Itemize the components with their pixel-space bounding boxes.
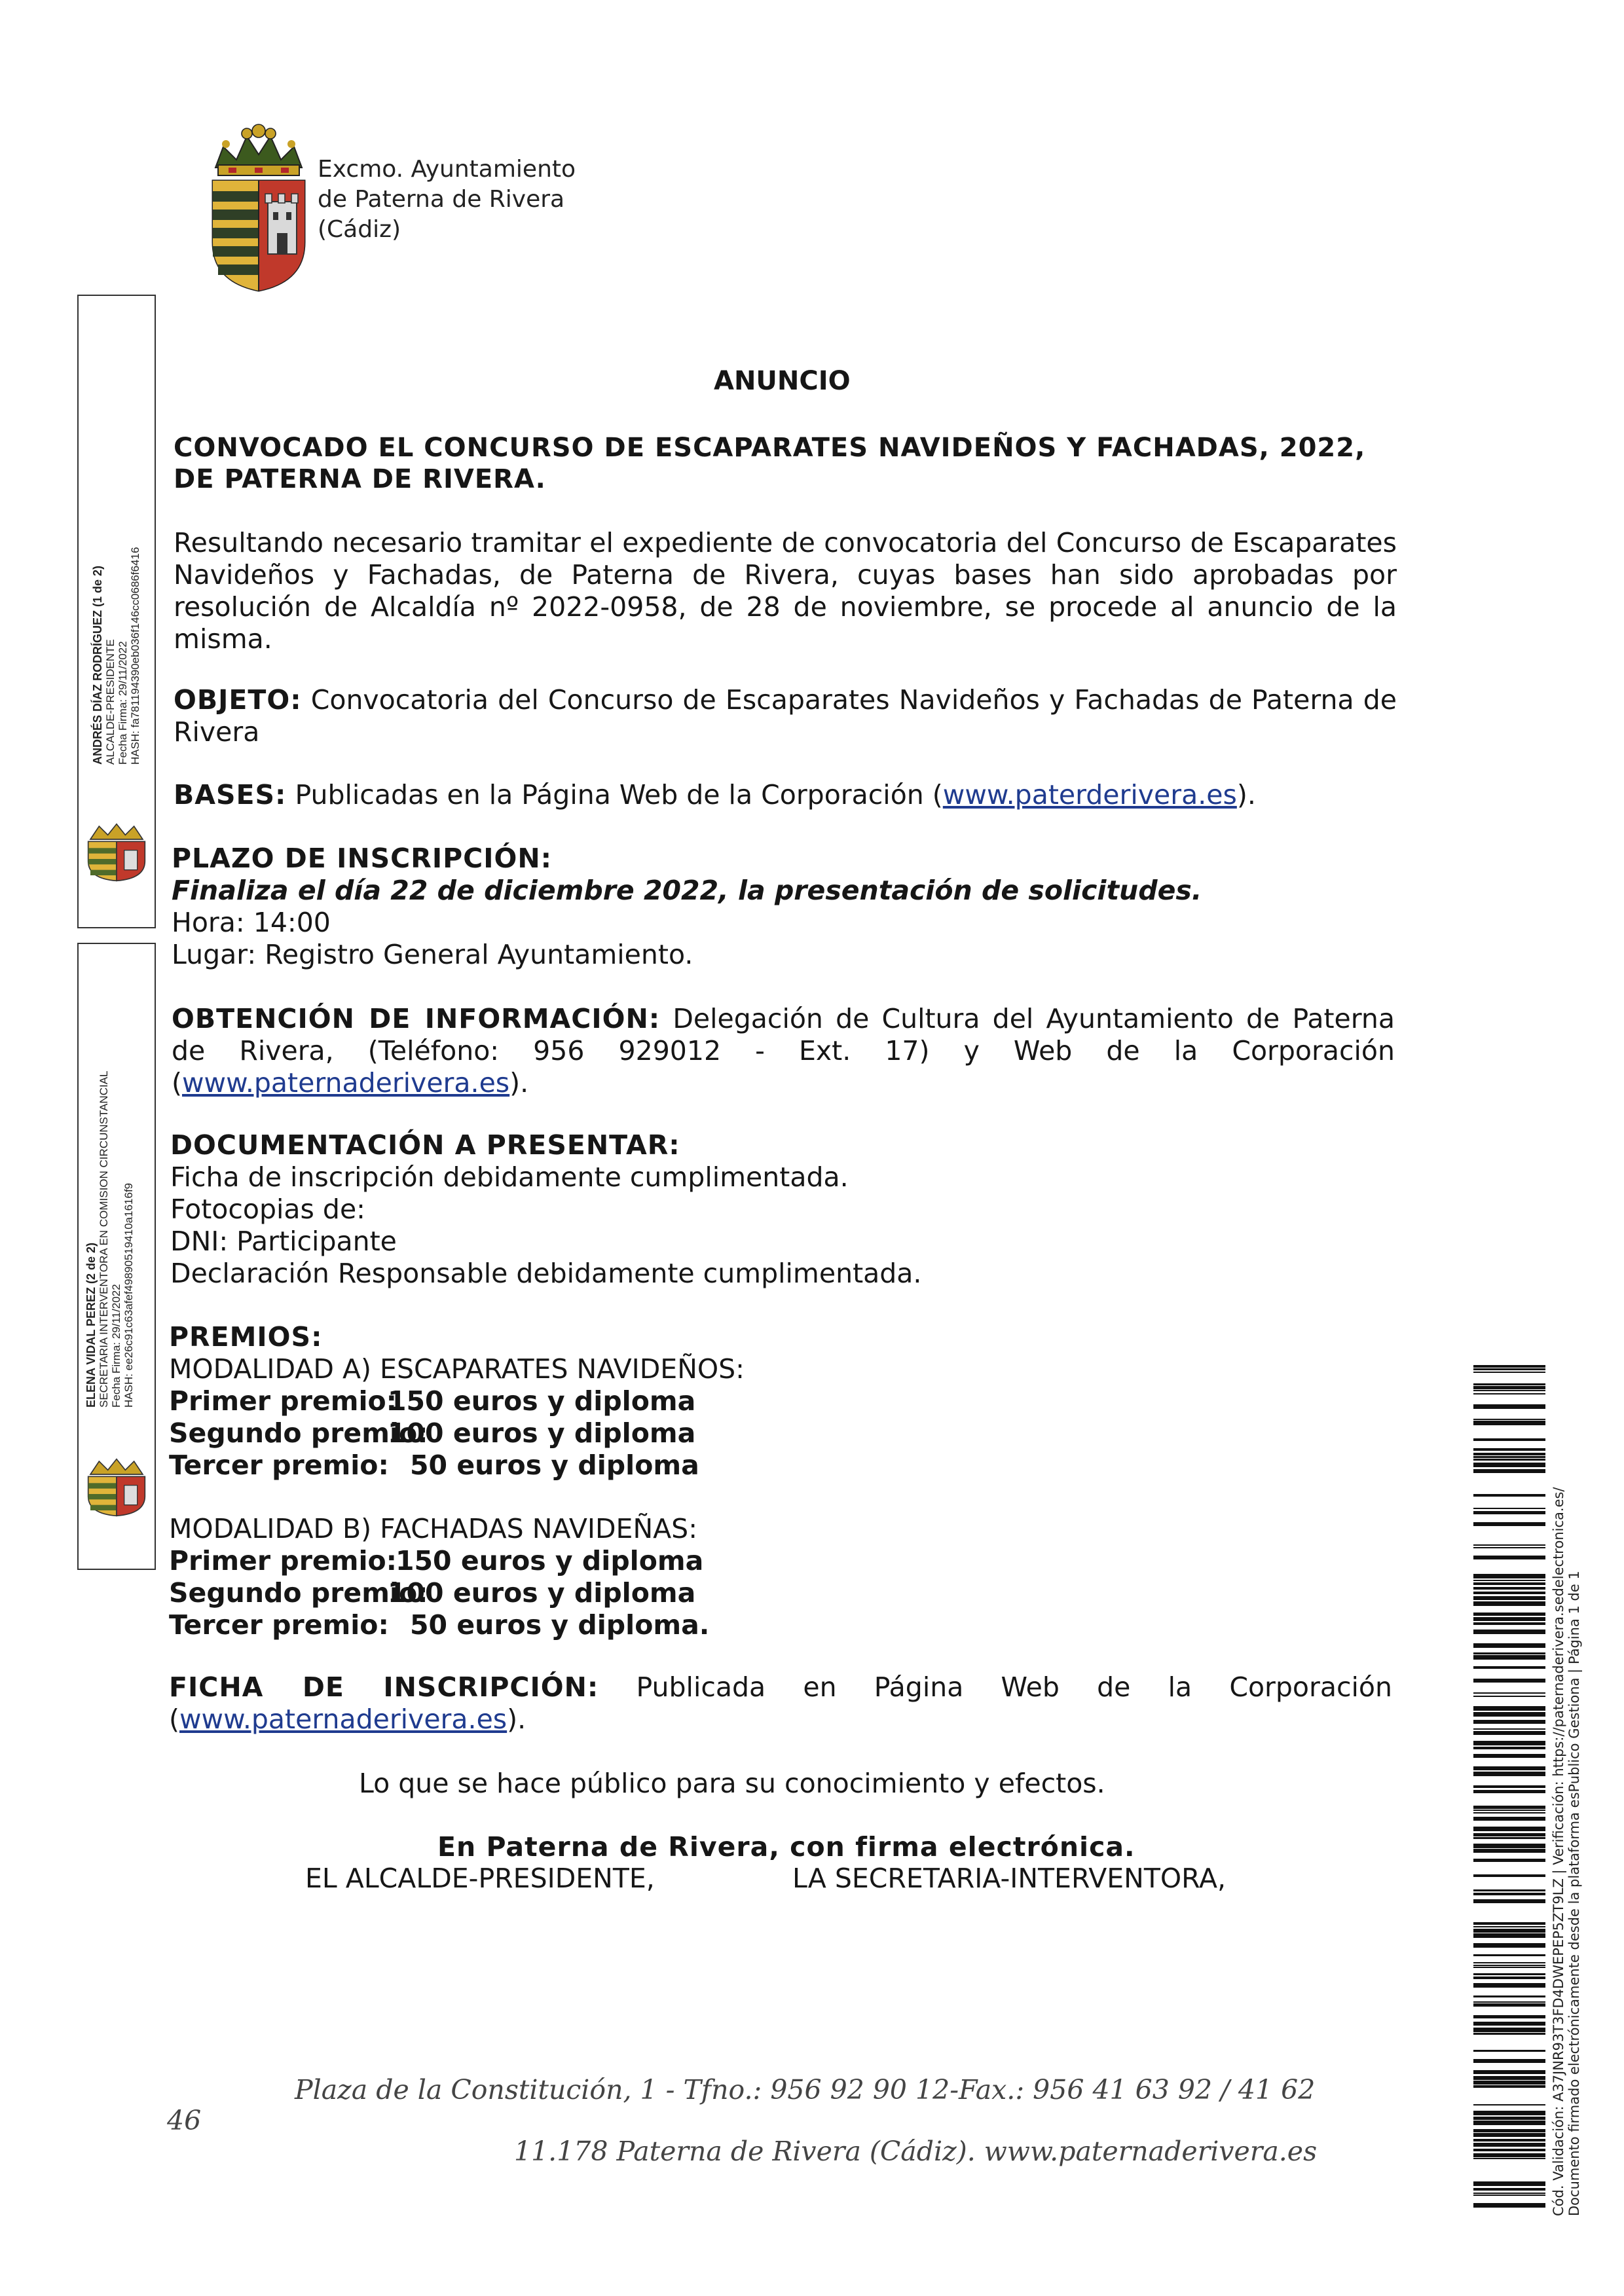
barcode-bar	[1473, 1390, 1545, 1391]
header-line-2: de Paterna de Rivera	[318, 186, 565, 213]
ficha-end: ).	[507, 1704, 526, 1735]
signature-2-name: ELENA VIDAL PEREZ (2 de 2)	[84, 1242, 98, 1408]
barcode-bar	[1473, 1592, 1545, 1594]
ficha-paragraph	[169, 1671, 1392, 1736]
signature-box-2	[77, 943, 156, 1570]
barcode-bar	[1473, 1995, 1545, 1997]
coat-of-arms-stamp-icon	[84, 1455, 149, 1520]
prize-b-2: Segundo premio:100 euros y diploma	[169, 1577, 696, 1609]
barcode-bar	[1473, 1720, 1545, 1724]
barcode-bar	[1473, 1741, 1545, 1745]
signature-2-date: Fecha Firma: 29/11/2022	[110, 1284, 122, 1408]
barcode-bar	[1473, 1859, 1545, 1862]
barcode-bar	[1473, 1810, 1545, 1811]
barcode-bar	[1473, 1679, 1545, 1683]
secretaria-label: LA SECRETARIA-INTERVENTORA,	[792, 1863, 1227, 1894]
barcode-bar	[1473, 1766, 1545, 1770]
barcode-bar	[1473, 2129, 1545, 2132]
barcode-bar	[1473, 1933, 1545, 1938]
verification-text	[1551, 1487, 1582, 2216]
intro-paragraph: Resultando necesario tramitar el expediente de convocatoria del Concurso de Escaparates Navideños y Fachadas, de Paterna de Rivera, cuyas bases han sido aprobadas por resolución de Alcaldía nº 2022-0958, de 28 de noviembre, se procede al anuncio de la misma.	[174, 527, 1397, 655]
barcode-bar	[1473, 1365, 1545, 1368]
barcode-bar	[1473, 1508, 1545, 1509]
barcode-bar	[1473, 1696, 1545, 1697]
barcode-bar	[1473, 1372, 1545, 1373]
objeto-label: OBJETO:	[174, 684, 302, 716]
barcode-icon	[1473, 1365, 1545, 2216]
doc-item-1: Ficha de inscripción debidamente cumplimentada.	[170, 1161, 849, 1193]
ficha-link[interactable]: www.paternaderivera.es	[179, 1704, 507, 1735]
barcode-bar	[1473, 1817, 1545, 1821]
barcode-bar	[1473, 2158, 1545, 2159]
signature-1-name: ANDRÉS DÍAZ RODRÍGUEZ (1 de 2)	[91, 565, 104, 765]
barcode-bar	[1473, 1574, 1545, 1578]
header-line-3: (Cádiz)	[318, 216, 401, 243]
barcode-bar	[1473, 1790, 1545, 1793]
barcode-bar	[1473, 2121, 1545, 2125]
barcode-bar	[1473, 1712, 1545, 1717]
barcode-bar	[1473, 1692, 1545, 1694]
barcode-bar	[1473, 1386, 1545, 1389]
barcode-bar	[1473, 2188, 1545, 2191]
bases-end: ).	[1236, 779, 1256, 811]
signature-2-text	[85, 1071, 135, 1408]
info-paragraph	[172, 1003, 1395, 1099]
barcode-bar	[1473, 1747, 1545, 1749]
barcode-bar	[1473, 1601, 1545, 1606]
ficha-text: Publicada en Página Web de la Corporación (	[169, 1671, 1392, 1735]
coat-of-arms-stamp-icon	[84, 820, 149, 885]
barcode-bar	[1473, 1922, 1545, 1925]
doc-item-4: Declaración Responsable debidamente cumplimentada.	[170, 1258, 922, 1289]
barcode-bar	[1473, 2195, 1545, 2196]
prize-b-1: Primer premio:150 euros y diploma	[169, 1545, 704, 1576]
barcode-bar	[1473, 1393, 1545, 1394]
ficha-label: FICHA DE INSCRIPCIÓN:	[169, 1671, 599, 1703]
barcode-bar	[1473, 1404, 1545, 1409]
coat-of-arms-icon	[200, 118, 318, 295]
barcode-bar	[1473, 1613, 1545, 1616]
premios-label: PREMIOS:	[169, 1321, 323, 1353]
bases-paragraph	[174, 779, 1397, 811]
barcode-bar	[1473, 1587, 1545, 1590]
barcode-bar	[1473, 1652, 1545, 1654]
barcode-bar	[1473, 1706, 1545, 1711]
barcode-bar	[1473, 1463, 1545, 1467]
objeto-text: Convocatoria del Concurso de Escaparates Navideños y Fachadas de Paterna de Rivera	[174, 684, 1397, 748]
barcode-bar	[1473, 1849, 1545, 1853]
doc-label: DOCUMENTACIÓN A PRESENTAR:	[170, 1129, 680, 1161]
signature-1-hash: HASH: fa781194390eb036f146cc0686f6416	[129, 547, 141, 765]
barcode-bar	[1473, 1728, 1545, 1730]
barcode-bar	[1473, 1874, 1545, 1877]
signature-1-date: Fecha Firma: 29/11/2022	[117, 641, 129, 765]
barcode-bar	[1473, 1544, 1545, 1546]
prize-a-1: Primer premio:150 euros y diploma	[169, 1385, 696, 1417]
barcode-bar	[1473, 1772, 1545, 1776]
bases-text: Publicadas en la Página Web de la Corporación (	[286, 779, 943, 811]
plazo-deadline: Finaliza el día 22 de diciembre 2022, la presentación de solicitudes.	[172, 875, 1202, 906]
info-end: ).	[509, 1067, 529, 1099]
barcode-bar	[1473, 2117, 1545, 2120]
barcode-bar	[1473, 1983, 1545, 1988]
barcode-bar	[1473, 1494, 1545, 1497]
barcode-bar	[1473, 1643, 1545, 1648]
barcode-bar	[1473, 1383, 1545, 1385]
barcode-bar	[1473, 1844, 1545, 1848]
barcode-bar	[1473, 2003, 1545, 2007]
publico-text: Lo que se hace público para su conocimiento y efectos.	[359, 1768, 1105, 1799]
modalidad-b: MODALIDAD B) FACHADAS NAVIDEÑAS:	[169, 1513, 698, 1544]
barcode-bar	[1473, 1596, 1545, 1600]
barcode-bar	[1473, 2070, 1545, 2074]
barcode-bar	[1473, 1547, 1545, 1548]
verification-line-2: Documento firmado electrónicamente desde la plataforma esPublico Gestiona | Página 1 de 1	[1566, 1571, 1582, 2216]
barcode-bar	[1473, 1419, 1545, 1420]
barcode-bar	[1473, 2085, 1545, 2088]
barcode-bar	[1473, 2193, 1545, 2194]
barcode-bar	[1473, 1556, 1545, 1559]
barcode-bar	[1473, 1754, 1545, 1758]
barcode-bar	[1473, 1453, 1545, 1455]
header-line-1: Excmo. Ayuntamiento	[318, 156, 576, 183]
firma-text: En Paterna de Rivera, con firma electrónica.	[437, 1831, 1135, 1863]
modalidad-a: MODALIDAD A) ESCAPARATES NAVIDEÑOS:	[169, 1353, 745, 1385]
info-text: Delegación de Cultura del Ayuntamiento de Paterna de Rivera, (Teléfono: 956 929012 - Ext. 17) y Web de la Corporación (	[172, 1003, 1395, 1099]
doc-subtitle-line2: DE PATERNA DE RIVERA.	[174, 464, 546, 494]
barcode-bar	[1473, 1943, 1545, 1948]
plazo-hora: Hora: 14:00	[172, 907, 331, 938]
info-label: OBTENCIÓN DE INFORMACIÓN:	[172, 1003, 661, 1034]
barcode-bar	[1473, 2133, 1545, 2137]
prize-a-2: Segundo premio:100 euros y diploma	[169, 1417, 696, 1449]
barcode-bar	[1473, 2050, 1545, 2052]
info-link[interactable]: www.paternaderivera.es	[182, 1067, 510, 1099]
doc-title: ANUNCIO	[714, 366, 851, 396]
verification-line-1: Cód. Validación: A37JNR93T3FD4DWEPEP5ZT9LZ | Verificación: https://paternaderivera.sedelectronica.es/	[1551, 1487, 1566, 2216]
barcode-bar	[1473, 1622, 1545, 1625]
barcode-bar	[1473, 1731, 1545, 1735]
barcode-bar	[1473, 1582, 1545, 1585]
doc-item-2: Fotocopias de:	[170, 1194, 365, 1225]
barcode-bar	[1473, 1456, 1545, 1458]
objeto-paragraph	[174, 684, 1397, 748]
barcode-bar	[1473, 2104, 1545, 2105]
signature-box-1	[77, 295, 156, 928]
signature-2-hash: HASH: ee26c91c63afef49890519410a1616f9	[122, 1182, 135, 1408]
barcode-bar	[1473, 2028, 1545, 2032]
barcode-bar	[1473, 1806, 1545, 1809]
barcode-bar	[1473, 2059, 1545, 2063]
prize-a-3: Tercer premio: 50 euros y diploma	[169, 1449, 699, 1481]
barcode-bar	[1473, 2203, 1545, 2208]
barcode-bar	[1473, 1833, 1545, 1836]
plazo-lugar: Lugar: Registro General Ayuntamiento.	[172, 939, 693, 970]
signature-1-text	[92, 547, 141, 765]
barcode-bar	[1473, 1469, 1545, 1473]
barcode-bar	[1473, 2111, 1545, 2115]
barcode-bar	[1473, 1448, 1545, 1451]
barcode-bar	[1473, 1973, 1545, 1975]
barcode-bar	[1473, 2139, 1545, 2141]
alcalde-label: EL ALCALDE-PRESIDENTE,	[305, 1863, 655, 1894]
barcode-bar	[1473, 1438, 1545, 1441]
barcode-bar	[1473, 1617, 1545, 1621]
barcode-bar	[1473, 1962, 1545, 1963]
plazo-label: PLAZO DE INSCRIPCIÓN:	[172, 843, 553, 874]
barcode-bar	[1473, 1893, 1545, 1895]
barcode-bar	[1473, 1967, 1545, 1968]
barcode-bar	[1473, 2033, 1545, 2035]
barcode-bar	[1473, 1812, 1545, 1813]
barcode-bar	[1473, 1977, 1545, 1979]
signature-2-role: SECRETARIA INTERVENTORA EN COMISION CIRCUNSTANCIAL	[98, 1070, 110, 1408]
barcode-bar	[1473, 1954, 1545, 1956]
prize-b-3: Tercer premio: 50 euros y diploma.	[169, 1609, 710, 1641]
barcode-bar	[1473, 1899, 1545, 1903]
barcode-bar	[1473, 2022, 1545, 2026]
footer-city: 11.178 Paterna de Rivera (Cádiz). www.paternaderivera.es	[514, 2136, 1318, 2167]
barcode-bar	[1473, 2149, 1545, 2151]
barcode-bar	[1473, 1926, 1545, 1927]
barcode-bar	[1473, 1965, 1545, 1966]
barcode-bar	[1473, 1666, 1545, 1669]
barcode-bar	[1473, 2181, 1545, 2186]
barcode-bar	[1473, 1655, 1545, 1660]
bases-link[interactable]: www.paterderivera.es	[942, 779, 1237, 811]
barcode-bar	[1473, 1511, 1545, 1514]
signature-1-role: ALCALDE-PRESIDENTE	[104, 639, 117, 765]
barcode-bar	[1473, 1580, 1545, 1581]
barcode-bar	[1473, 1630, 1545, 1634]
barcode-bar	[1473, 1889, 1545, 1891]
footer-address: Plaza de la Constitución, 1 - Tfno.: 956 92 90 12-Fax.: 956 41 63 92 / 41 62	[295, 2074, 1316, 2105]
barcode-bar	[1473, 1459, 1545, 1461]
barcode-bar	[1473, 1785, 1545, 1788]
bases-label: BASES:	[174, 779, 287, 811]
barcode-bar	[1473, 2015, 1545, 2018]
barcode-bar	[1473, 2153, 1545, 2157]
doc-subtitle-line1: CONVOCADO EL CONCURSO DE ESCAPARATES NAVIDEÑOS Y FACHADAS, 2022,	[174, 433, 1366, 463]
page-number: 46	[167, 2105, 202, 2136]
barcode-bar	[1473, 2001, 1545, 2003]
barcode-bar	[1473, 1368, 1545, 1370]
barcode-bar	[1473, 2076, 1545, 2080]
barcode-bar	[1473, 1837, 1545, 1839]
barcode-bar	[1473, 1827, 1545, 1831]
barcode-bar	[1473, 2143, 1545, 2147]
barcode-bar	[1473, 2081, 1545, 2085]
barcode-bar	[1473, 1421, 1545, 1425]
doc-item-3: DNI: Participante	[170, 1226, 397, 1257]
barcode-bar	[1473, 1929, 1545, 1933]
barcode-bar	[1473, 1522, 1545, 1526]
